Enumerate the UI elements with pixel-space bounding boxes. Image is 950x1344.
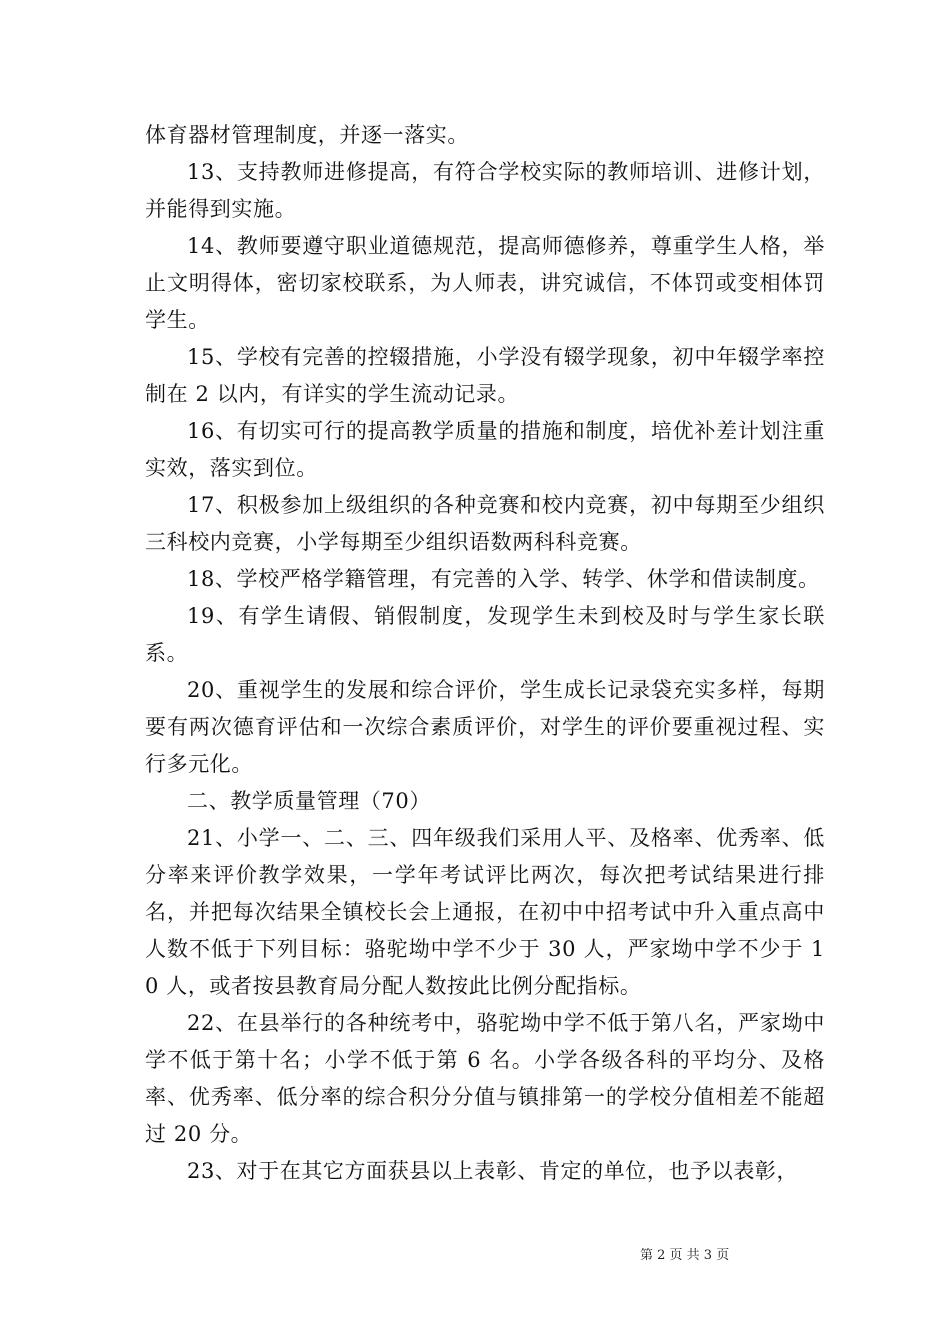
paragraph: 23、对于在其它方面获县以上表彰、肯定的单位，也予以表彰， (187, 1159, 799, 1183)
page-number: 第 2 页 共 3 页 (640, 1248, 730, 1263)
paragraph: 17、积极参加上级组织的各种竞赛和校内竞赛，初中每期至少组织三科校内竞赛，小学每期至少组织语数两科科竞赛。 (145, 493, 825, 554)
paragraph: 20、重视学生的发展和综合评价，学生成长记录袋充实多样，每期要有两次德育评估和一次综合素质评价，对学生的评价要重视过程、实行多元化。 (145, 678, 825, 776)
paragraph: 18、学校严格学籍管理，有完善的入学、转学、休学和借读制度。 (187, 567, 820, 591)
paragraph: 16、有切实可行的提高教学质量的措施和制度，培优补差计划注重实效，落实到位。 (145, 419, 825, 480)
section-heading: 二、教学质量管理（70） (187, 789, 431, 813)
paragraph: 14、教师要遵守职业道德规范，提高师德修养，尊重学生人格，举止文明得体，密切家校联系，为人师表，讲究诚信，不体罚或变相体罚学生。 (145, 234, 825, 332)
paragraph: 21、小学一、二、三、四年级我们采用人平、及格率、优秀率、低分率来评价教学效果，一学年考试评比两次，每次把考试结果进行排名，并把每次结果全镇校长会上通报，在初中中招考试中升入重点高中人数不低于下列目标：骆驼坳中学不少于 30 人，严家坳中学不少于 10 人，或者按县教育局分配人数按此比例分配指标。 (145, 826, 825, 998)
page-footer (640, 1247, 940, 1265)
document-body (145, 117, 825, 1190)
paragraph: 22、在县举行的各种统考中，骆驼坳中学不低于第八名，严家坳中学不低于第十名；小学不低于第 6 名。小学各级各科的平均分、及格率、优秀率、低分率的综合积分分值与镇排第一的学校分值相差不能超过 20 分。 (145, 1011, 825, 1146)
paragraph: 15、学校有完善的控辍措施，小学没有辍学现象，初中年辍学率控制在 2 以内，有详实的学生流动记录。 (145, 345, 825, 406)
paragraph: 体育器材管理制度，并逐一落实。 (145, 123, 469, 147)
paragraph: 13、支持教师进修提高，有符合学校实际的教师培训、进修计划，并能得到实施。 (145, 160, 825, 221)
paragraph: 19、有学生请假、销假制度，发现学生未到校及时与学生家长联系。 (145, 604, 825, 665)
